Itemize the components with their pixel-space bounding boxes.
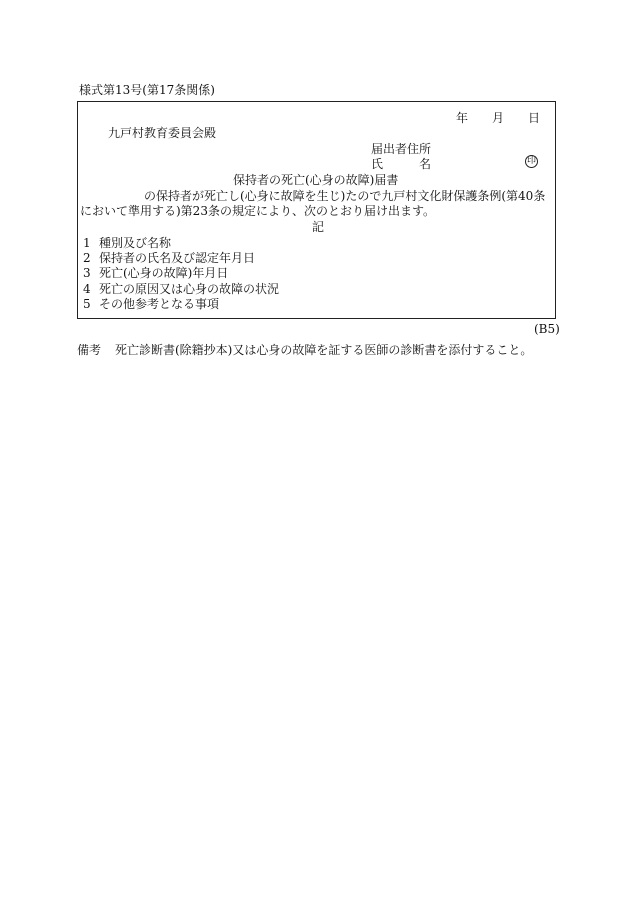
name-label-1: 氏: [371, 157, 384, 171]
item-number: 4: [83, 282, 91, 296]
item-text: 種別及び名称: [99, 236, 172, 250]
note-heading: 記: [312, 220, 325, 234]
month-label: 月: [492, 111, 505, 125]
item-number: 3: [83, 266, 91, 280]
list-item: [83, 252, 255, 264]
name-label-2: 名: [419, 157, 432, 171]
date-line: [456, 112, 540, 124]
list-item: [83, 237, 171, 249]
year-label: 年: [456, 111, 469, 125]
body-text-line-2: において準用する)第23条の規定により、次のとおり届け出ます。: [80, 204, 435, 218]
remarks-label: 備考: [77, 343, 102, 357]
item-text: その他参考となる事項: [99, 297, 220, 311]
addressee: 九戸村教育委員会殿: [108, 126, 217, 140]
item-number: 2: [83, 251, 91, 265]
applicant-name-label: [371, 158, 431, 170]
seal-icon: 印: [526, 156, 536, 166]
item-text: 保持者の氏名及び認定年月日: [99, 251, 256, 265]
item-text: 死亡(心身の故障)年月日: [99, 266, 229, 280]
item-number: 5: [83, 297, 91, 311]
day-label: 日: [528, 111, 541, 125]
remarks-text: 死亡診断書(除籍抄本)又は心身の故障を証する医師の診断書を添付すること。: [115, 343, 533, 357]
list-item: [83, 267, 228, 279]
form-number: 様式第13号(第17条関係): [79, 83, 215, 97]
applicant-address-label: 届出者住所: [371, 142, 432, 156]
list-item: [83, 283, 279, 295]
item-text: 死亡の原因又は心身の故障の状況: [99, 282, 280, 296]
remarks: [77, 344, 532, 356]
list-item: [83, 298, 219, 310]
item-number: 1: [83, 236, 91, 250]
body-text-line-1: の保持者が死亡し(心身に故障を生じ)たので九戸村文化財保護条例(第40条: [144, 189, 546, 203]
document-title: 保持者の死亡(心身の故障)届書: [233, 173, 399, 187]
paper-size-label: (B5): [534, 322, 560, 336]
